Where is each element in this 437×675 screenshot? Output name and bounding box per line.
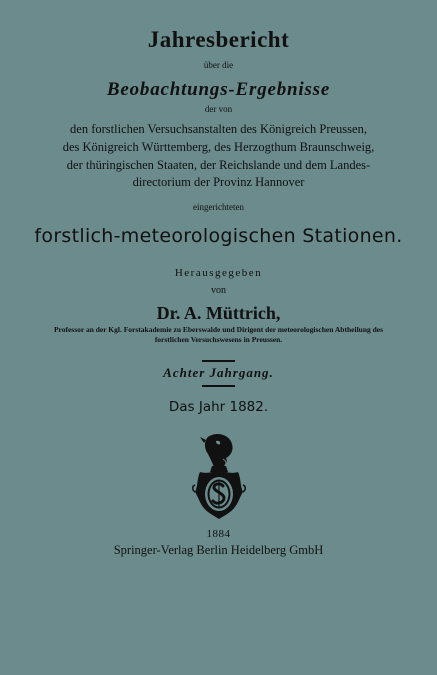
cover-subject: Beobachtungs-Ergebnisse [106,79,331,100]
body-line: des Königreich Württemberg, des Herzogthum Braunschweig, [62,140,375,154]
springer-knight-emblem-icon [190,432,248,520]
stations-title: forstlich-meteorologischen Stationen. [34,225,403,247]
publication-year: 1884 [206,528,231,540]
divider-rule-bottom [202,385,235,387]
herausgegeben-text: Herausgegeben [174,267,263,279]
cover-der-von: der von [204,104,233,114]
cover-title: Jahresbericht [147,27,290,52]
publisher-name: Springer-Verlag Berlin Heidelberg GmbH [113,543,324,557]
body-line: der thüringischen Staaten, der Reichslande und dem Landes- [66,158,371,172]
cover-uber-die: über die [203,60,234,70]
edition-text: Achter Jahrgang. [163,365,274,380]
author-description-line: forstlichen Versuchswesens in Preussen. [154,335,283,344]
author-description-line: Professor an der Kgl. Forstakademie zu Eberswalde und Dirigent der meteorologischen Abtheilung des [53,325,384,334]
von-text: von [211,285,226,296]
body-line: den forstlichen Versuchsanstalten des Königreich Preussen, [70,122,367,136]
body-line: directorium der Provinz Hannover [132,175,305,189]
eingerichteten-text: eingerichteten [193,202,244,212]
divider-rule-top [202,360,235,362]
year-label: Das Jahr 1882. [168,399,269,415]
author-name: Dr. A. Müttrich, [156,303,281,323]
